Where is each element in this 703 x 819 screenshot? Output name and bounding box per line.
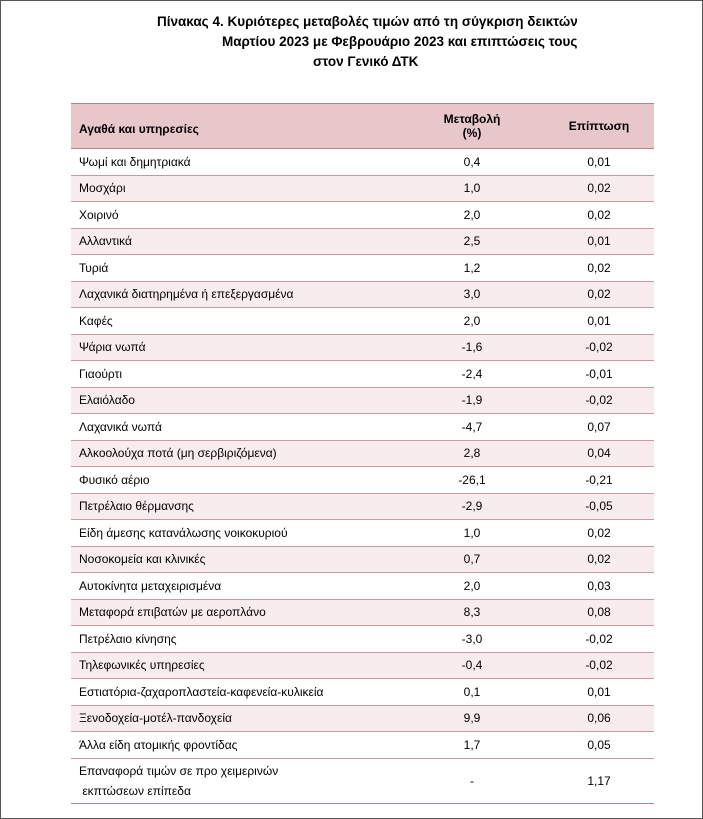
row-item: Μεταφορά επιβατών με αεροπλάνο [71,599,400,626]
title-line-1: Πίνακας 4. Κυριότερες μεταβολές τιμών από τη σύγκριση δεικτών [157,14,578,29]
row-impact: -0,21 [544,467,654,494]
price-changes-table [71,103,654,804]
row-impact: -0,01 [544,361,654,388]
row-impact: 1,17 [544,758,654,803]
row-item: Τυριά [71,255,400,282]
row-item: Αλκοολούχα ποτά (μη σερβιριζόμενα) [71,440,400,467]
row-impact: 0,02 [544,175,654,202]
row-item: Λαχανικά διατηρημένα ή επεξεργασμένα [71,281,400,308]
row-item: Άλλα είδη ατομικής φροντίδας [71,732,400,759]
row-item: Αυτοκίνητα μεταχειρισμένα [71,573,400,600]
row-change: 2,8 [400,440,544,467]
table-row [71,546,654,573]
row-item: Ψωμί και δημητριακά [71,149,400,176]
row-impact: 0,07 [544,414,654,441]
table-row [71,732,654,759]
row-impact: 0,01 [544,308,654,335]
row-item-line2: εκπτώσεων επίπεδα [79,783,191,798]
row-impact: -0,02 [544,652,654,679]
table-row [71,255,654,282]
row-change: -2,9 [400,493,544,520]
header-change-line1: Μεταβολή [443,112,501,126]
row-impact: 0,02 [544,546,654,573]
table-row [71,308,654,335]
table-row [71,149,654,176]
row-item: Ψάρια νωπά [71,334,400,361]
table-row [71,387,654,414]
row-item: Ξενοδοχεία-μοτέλ-πανδοχεία [71,705,400,732]
row-change: -4,7 [400,414,544,441]
row-change: 2,0 [400,573,544,600]
row-impact: -0,02 [544,626,654,653]
row-change: 0,7 [400,546,544,573]
row-item: Εστιατόρια-ζαχαροπλαστεία-καφενεία-κυλικεία [71,679,400,706]
header-change [400,104,544,149]
table-row [71,202,654,229]
row-item: Φυσικό αέριο [71,467,400,494]
row-item: Χοιρινό [71,202,400,229]
table-row-last [71,758,654,803]
row-change: -26,1 [400,467,544,494]
row-item: Μοσχάρι [71,175,400,202]
row-impact: -0,05 [544,493,654,520]
table-row [71,361,654,388]
row-impact: 0,01 [544,679,654,706]
header-row [71,104,654,149]
row-change: -1,9 [400,387,544,414]
table-row [71,440,654,467]
row-impact: -0,02 [544,387,654,414]
row-item: Γιαούρτι [71,361,400,388]
row-item: Πετρέλαιο κίνησης [71,626,400,653]
row-change: 0,1 [400,679,544,706]
row-item: Αλλαντικά [71,228,400,255]
table-row [71,652,654,679]
row-change: 2,5 [400,228,544,255]
row-change: 0,4 [400,149,544,176]
row-item: Ελαιόλαδο [71,387,400,414]
table-row [71,414,654,441]
title-line-2: Μαρτίου 2023 με Φεβρουάριο 2023 και επιπτώσεις τους [222,34,578,49]
header-impact: Επίπτωση [544,104,654,149]
header-change-line2: (%) [462,126,482,140]
row-impact: 0,01 [544,149,654,176]
row-impact: 0,08 [544,599,654,626]
row-item [71,758,400,803]
row-change: 3,0 [400,281,544,308]
row-change: 1,0 [400,520,544,547]
row-item: Είδη άμεσης κατανάλωσης νοικοκυριού [71,520,400,547]
table-row [71,705,654,732]
row-change: 9,9 [400,705,544,732]
row-impact: 0,02 [544,255,654,282]
header-item: Αγαθά και υπηρεσίες [71,104,400,149]
row-impact: 0,02 [544,281,654,308]
row-change: -3,0 [400,626,544,653]
row-impact: 0,03 [544,573,654,600]
row-impact: 0,05 [544,732,654,759]
row-impact: 0,06 [544,705,654,732]
row-change: 1,2 [400,255,544,282]
row-impact: -0,02 [544,334,654,361]
row-item: Νοσοκομεία και κλινικές [71,546,400,573]
row-item-line1: Επαναφορά τιμών σε προ χειμερινών [79,763,279,778]
row-change: 2,0 [400,308,544,335]
row-change: 1,0 [400,175,544,202]
table-row [71,520,654,547]
row-impact: 0,04 [544,440,654,467]
row-change: 2,0 [400,202,544,229]
row-item: Τηλεφωνικές υπηρεσίες [71,652,400,679]
table-row [71,493,654,520]
row-item: Λαχανικά νωπά [71,414,400,441]
table-row [71,175,654,202]
row-impact: 0,01 [544,228,654,255]
title-line-3: στον Γενικό ΔΤΚ [313,54,419,69]
row-change: -0,4 [400,652,544,679]
row-change: -1,6 [400,334,544,361]
row-change: - [400,758,544,803]
table-row [71,281,654,308]
row-change: -2,4 [400,361,544,388]
row-change: 1,7 [400,732,544,759]
table-row [71,334,654,361]
row-impact: 0,02 [544,520,654,547]
table-row [71,467,654,494]
table-row [71,228,654,255]
table-row [71,679,654,706]
table-row [71,573,654,600]
row-item: Πετρέλαιο θέρμανσης [71,493,400,520]
row-item: Καφές [71,308,400,335]
table-row [71,626,654,653]
table-row [71,599,654,626]
row-impact: 0,02 [544,202,654,229]
row-change: 8,3 [400,599,544,626]
